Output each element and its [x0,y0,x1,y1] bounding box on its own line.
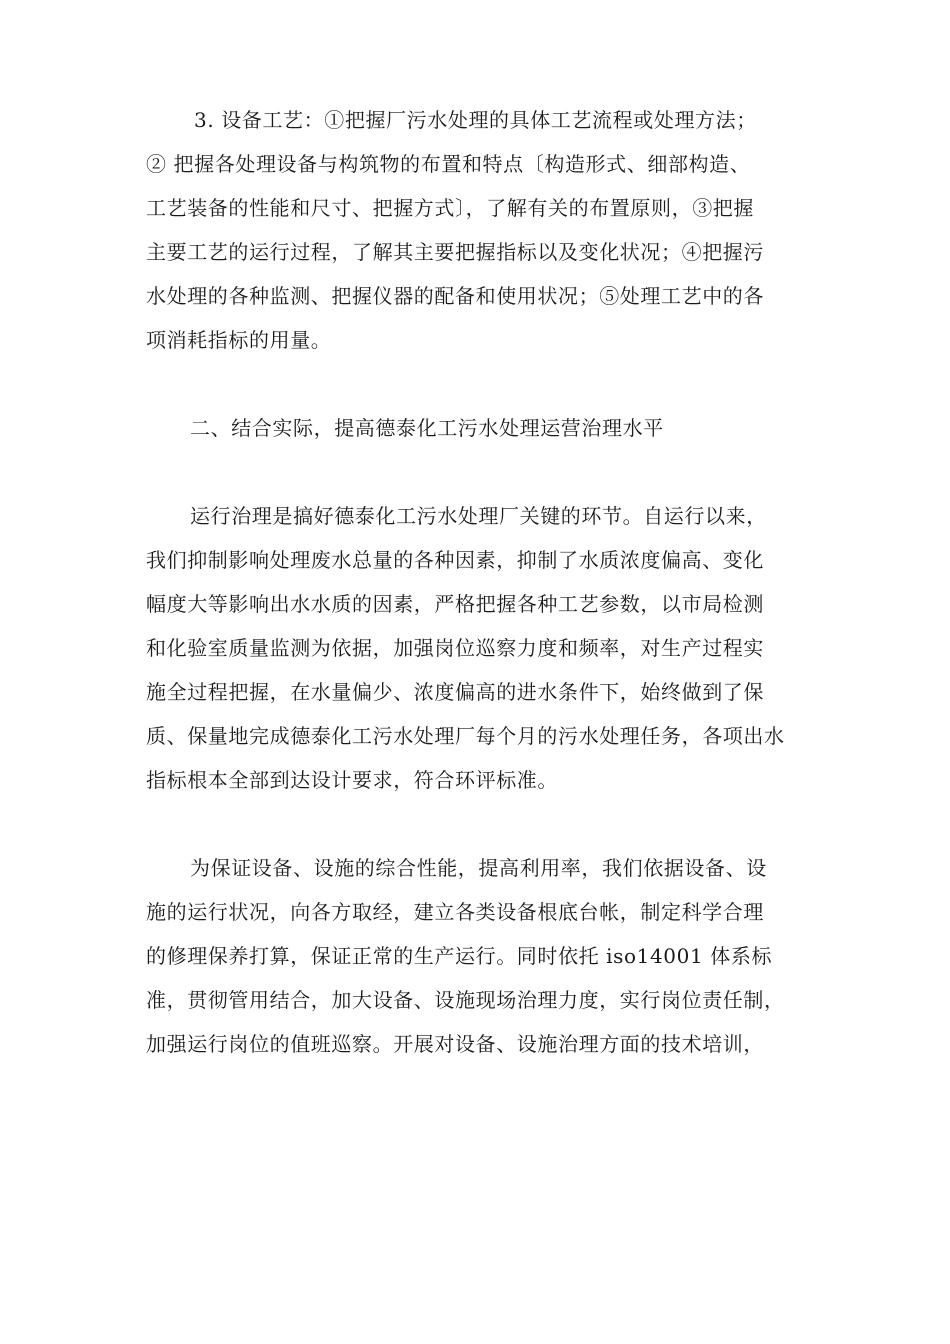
section-heading: 二、结合实际，提高德泰化工污水处理运营治理水平 [190,416,664,440]
paragraph-line: 指标根本全部到达设计要求，符合环评标准。 [146,768,558,792]
paragraph-line: 项消耗指标的用量。 [146,328,332,352]
paragraph-line: 为保证设备、设施的综合性能，提高利用率，我们依据设备、设 [190,856,767,880]
paragraph-line: 运行治理是搞好德泰化工污水处理厂关键的环节。自运行以来， [190,504,767,528]
paragraph-line: 施的运行状况，向各方取经，建立各类设备根底台帐，制定科学合理 [146,900,764,924]
paragraph-line: 质、保量地完成德泰化工污水处理厂每个月的污水处理任务，各项出水 [146,724,785,748]
paragraph-line: ② 把握各处理设备与构筑物的布置和特点〔构造形式、细部构造、 [146,152,751,176]
paragraph-line: 和化验室质量监测为依据，加强岗位巡察力度和频率，对生产过程实 [146,636,764,660]
paragraph-line: 主要工艺的运行过程，了解其主要把握指标以及变化状况；④把握污 [146,240,764,264]
paragraph-line: 工艺装备的性能和尺寸、把握方式〕，了解有关的布置原则，③把握 [146,196,754,220]
paragraph-line: 加强运行岗位的值班巡察。开展对设备、设施治理方面的技术培训， [146,1032,764,1056]
paragraph-line: 幅度大等影响出水水质的因素，严格把握各种工艺参数，以市局检测 [146,592,764,616]
paragraph-line: 水处理的各种监测、把握仪器的配备和使用状况；⑤处理工艺中的各 [146,284,764,308]
paragraph-line: 准，贯彻管用结合，加大设备、设施现场治理力度，实行岗位责任制， [146,988,785,1012]
paragraph-line: 我们抑制影响处理废水总量的各种因素，抑制了水质浓度偏高、变化 [146,548,764,572]
paragraph-line: 的修理保养打算，保证正常的生产运行。同时依托 iso14001 体系标 [146,944,773,968]
paragraph-line: 3. 设备工艺：①把握厂污水处理的具体工艺流程或处理方法； [194,108,757,132]
paragraph-line: 施全过程把握，在水量偏少、浓度偏高的进水条件下，始终做到了保 [146,680,764,704]
